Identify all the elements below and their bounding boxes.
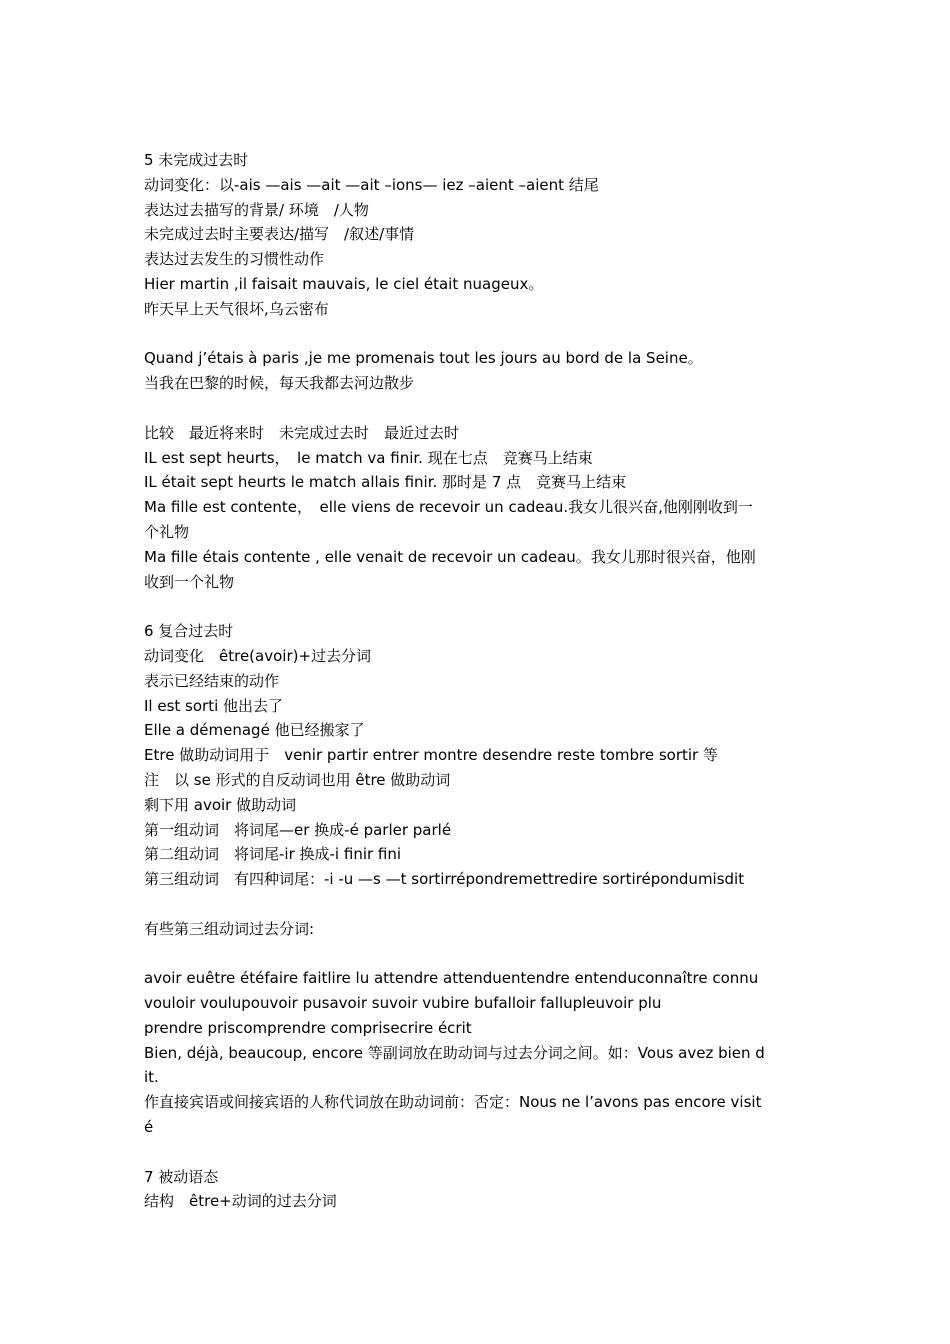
text-line: vouloir voulupouvoir pusavoir suvoir vubire bufalloir fallupleuvoir plu — [144, 994, 662, 1013]
blank-line — [144, 942, 816, 967]
blank-line — [144, 1140, 816, 1165]
text-line: 表达过去描写的背景/ 环境 /人物 — [144, 200, 369, 219]
text-line: IL était sept heurts le match allais finir. 那时是 7 点 竞赛马上结束 — [144, 473, 627, 492]
document-page — [144, 148, 816, 1214]
text-line: IL est sept heurts， le match va finir. 现在七点 竞赛马上结束 — [144, 448, 593, 467]
text-line: 收到一个礼物 — [144, 572, 235, 591]
text-line: 作直接宾语或间接宾语的人称代词放在助动词前：否定：Nous ne l’avons pas encore visit — [144, 1093, 762, 1112]
text-line: 表示已经结束的动作 — [144, 671, 280, 690]
text-line: 7 被动语态 — [144, 1167, 219, 1186]
text-line: Hier martin ,il faisait mauvais, le ciel était nuageux。 — [144, 274, 544, 293]
text-line: avoir euêtre étéfaire faitlire lu attendre attenduentendre entenduconnaître connu — [144, 969, 759, 988]
text-line: Bien, déjà, beaucoup, encore 等副词放在助动词与过去分词之间。如：Vous avez bien d — [144, 1043, 765, 1062]
blank-line — [144, 396, 816, 421]
text-line: Ma fille étais contente , elle venait de recevoir un cadeau。我女儿那时很兴奋，他刚 — [144, 547, 756, 566]
text-line: 结构 être+动词的过去分词 — [144, 1192, 337, 1211]
text-line: Elle a démenagé 他已经搬家了 — [144, 721, 365, 740]
text-line: 动词变化：以-ais —ais —ait —ait –ions— iez –aient –aient 结尾 — [144, 175, 599, 194]
text-line: 注 以 se 形式的自反动词也用 être 做助动词 — [144, 770, 451, 789]
text-line: it. — [144, 1068, 159, 1087]
blank-line — [144, 322, 816, 347]
text-line: 剩下用 avoir 做助动词 — [144, 795, 297, 814]
blank-line — [144, 892, 816, 917]
text-line: Ma fille est contente， elle viens de recevoir un cadeau.我女儿很兴奋,他刚刚收到一 — [144, 498, 753, 517]
text-line: 第二组动词 将词尾-ir 换成-i finir fini — [144, 845, 402, 864]
text-line: 第三组动词 有四种词尾：-i -u —s —t sortirrépondremettredire sortirépondumisdit — [144, 870, 745, 889]
text-line: 6 复合过去时 — [144, 622, 234, 641]
text-line: 未完成过去时主要表达/描写 /叙述/事情 — [144, 225, 415, 244]
text-line: 第一组动词 将词尾—er 换成-é parler parlé — [144, 820, 452, 839]
text-line: Quand j’étais à paris ,je me promenais tout les jours au bord de la Seine。 — [144, 349, 703, 368]
text-line: Etre 做助动词用于 venir partir entrer montre desendre reste tombre sortir 等 — [144, 746, 718, 765]
text-line: 5 未完成过去时 — [144, 151, 249, 169]
blank-line — [144, 594, 816, 619]
text-line: é — [144, 1118, 154, 1137]
text-line: 当我在巴黎的时候，每天我都去河边散步 — [144, 374, 415, 393]
text-line: 动词变化 être(avoir)+过去分词 — [144, 646, 372, 665]
text-line: 表达过去发生的习惯性动作 — [144, 250, 325, 269]
text-line: Il est sorti 他出去了 — [144, 696, 284, 715]
text-line: prendre priscomprendre comprisecrire écrit — [144, 1018, 472, 1037]
text-line: 比较 最近将来时 未完成过去时 最近过去时 — [144, 423, 460, 442]
text-line: 个礼物 — [144, 522, 190, 541]
text-line: 有些第三组动词过去分词: — [144, 919, 315, 938]
text-line: 昨天早上天气很坏,乌云密布 — [144, 299, 329, 318]
